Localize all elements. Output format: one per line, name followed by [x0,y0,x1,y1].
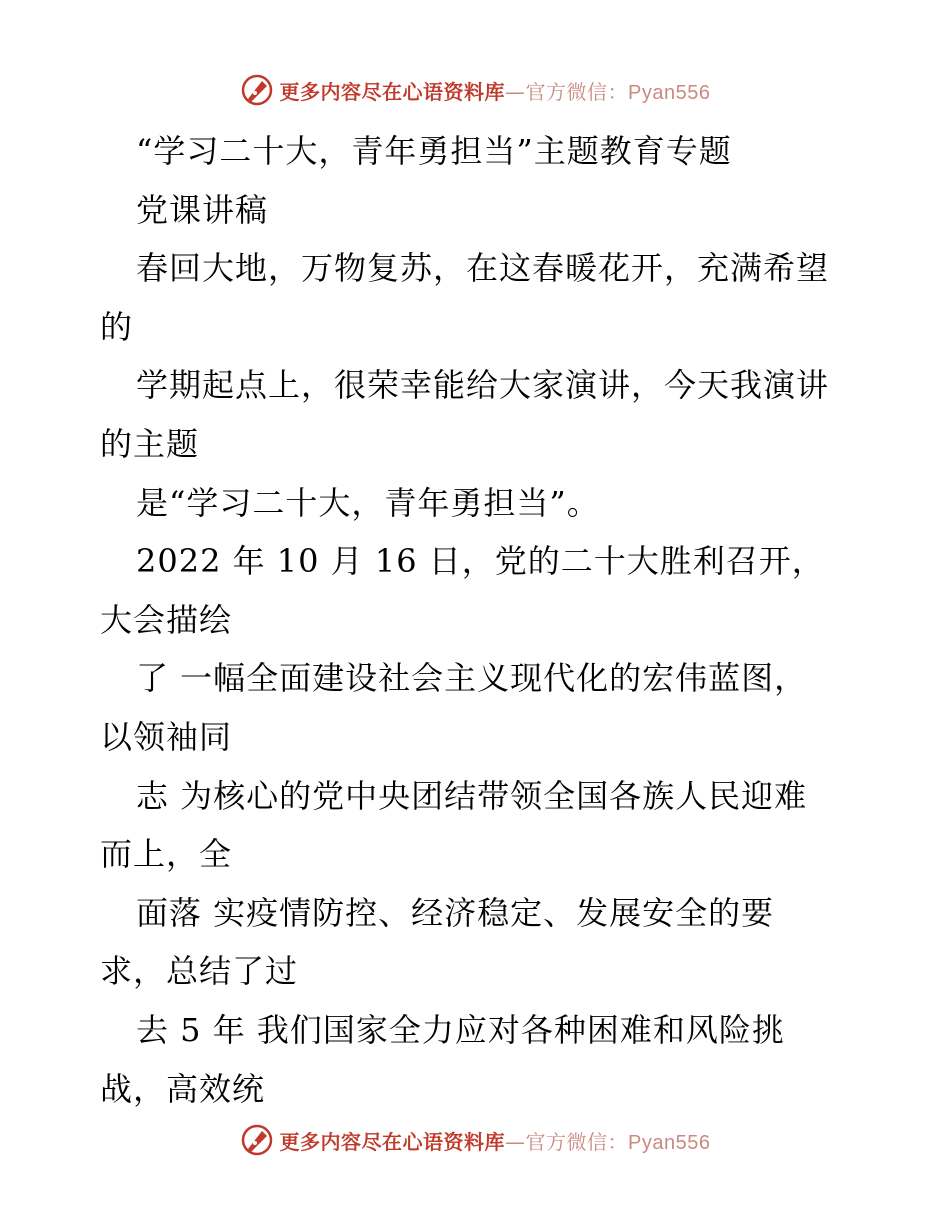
text-line: 学期起点上，很荣幸能给大家演讲，今天我演讲 [136,366,830,405]
header-brand: 更多内容尽在心语资料库 [279,79,506,104]
text-line: 大会描绘 [100,600,233,639]
text-line: 以领袖同 [100,717,233,756]
text-line: 了 一幅全面建设社会主义现代化的宏伟蓝图， [136,659,808,698]
text-line: 志 为核心的党中央团结带领全国各族人民迎难 [136,776,808,815]
header-text [280,76,711,105]
footer-separator: — [505,1129,526,1154]
pen-nib-logo-icon [240,73,274,107]
footer-wechat: 官方微信： [525,1129,629,1154]
header-wechat: 官方微信： [525,79,629,104]
text-line: 的 [100,307,134,346]
text-line: 春回大地，万物复苏，在这春暖花开，充满希望 [136,249,830,288]
header-account: Pyan556 [628,81,711,104]
text-line: 去 5 年 我们国家全力应对各种困难和风险挑 [136,1010,785,1049]
text-line: 战，高效统 [100,1069,266,1108]
text-line: 的主题 [100,424,200,463]
text-line: “学习二十大，青年勇担当”主题教育专题 [136,132,732,170]
text-line: 党课讲稿 [136,190,269,229]
text-line: 面落 实疫情防控、经济稳定、发展安全的要 [136,893,775,932]
document-body [100,122,860,1118]
text-line: 而上，全 [100,835,233,874]
text-line: 2022 年 10 月 16 日，党的二十大胜利召开， [136,542,825,581]
pen-nib-logo-icon [240,1123,274,1157]
footer-brand: 更多内容尽在心语资料库 [279,1129,506,1154]
text-line: 是“学习二十大，青年勇担当”。 [136,483,600,522]
footer-text [280,1126,711,1155]
footer-account: Pyan556 [628,1131,711,1154]
text-line: 求，总结了过 [100,952,299,991]
footer-banner [0,1120,950,1160]
header-banner [0,70,950,110]
header-separator: — [505,79,526,104]
